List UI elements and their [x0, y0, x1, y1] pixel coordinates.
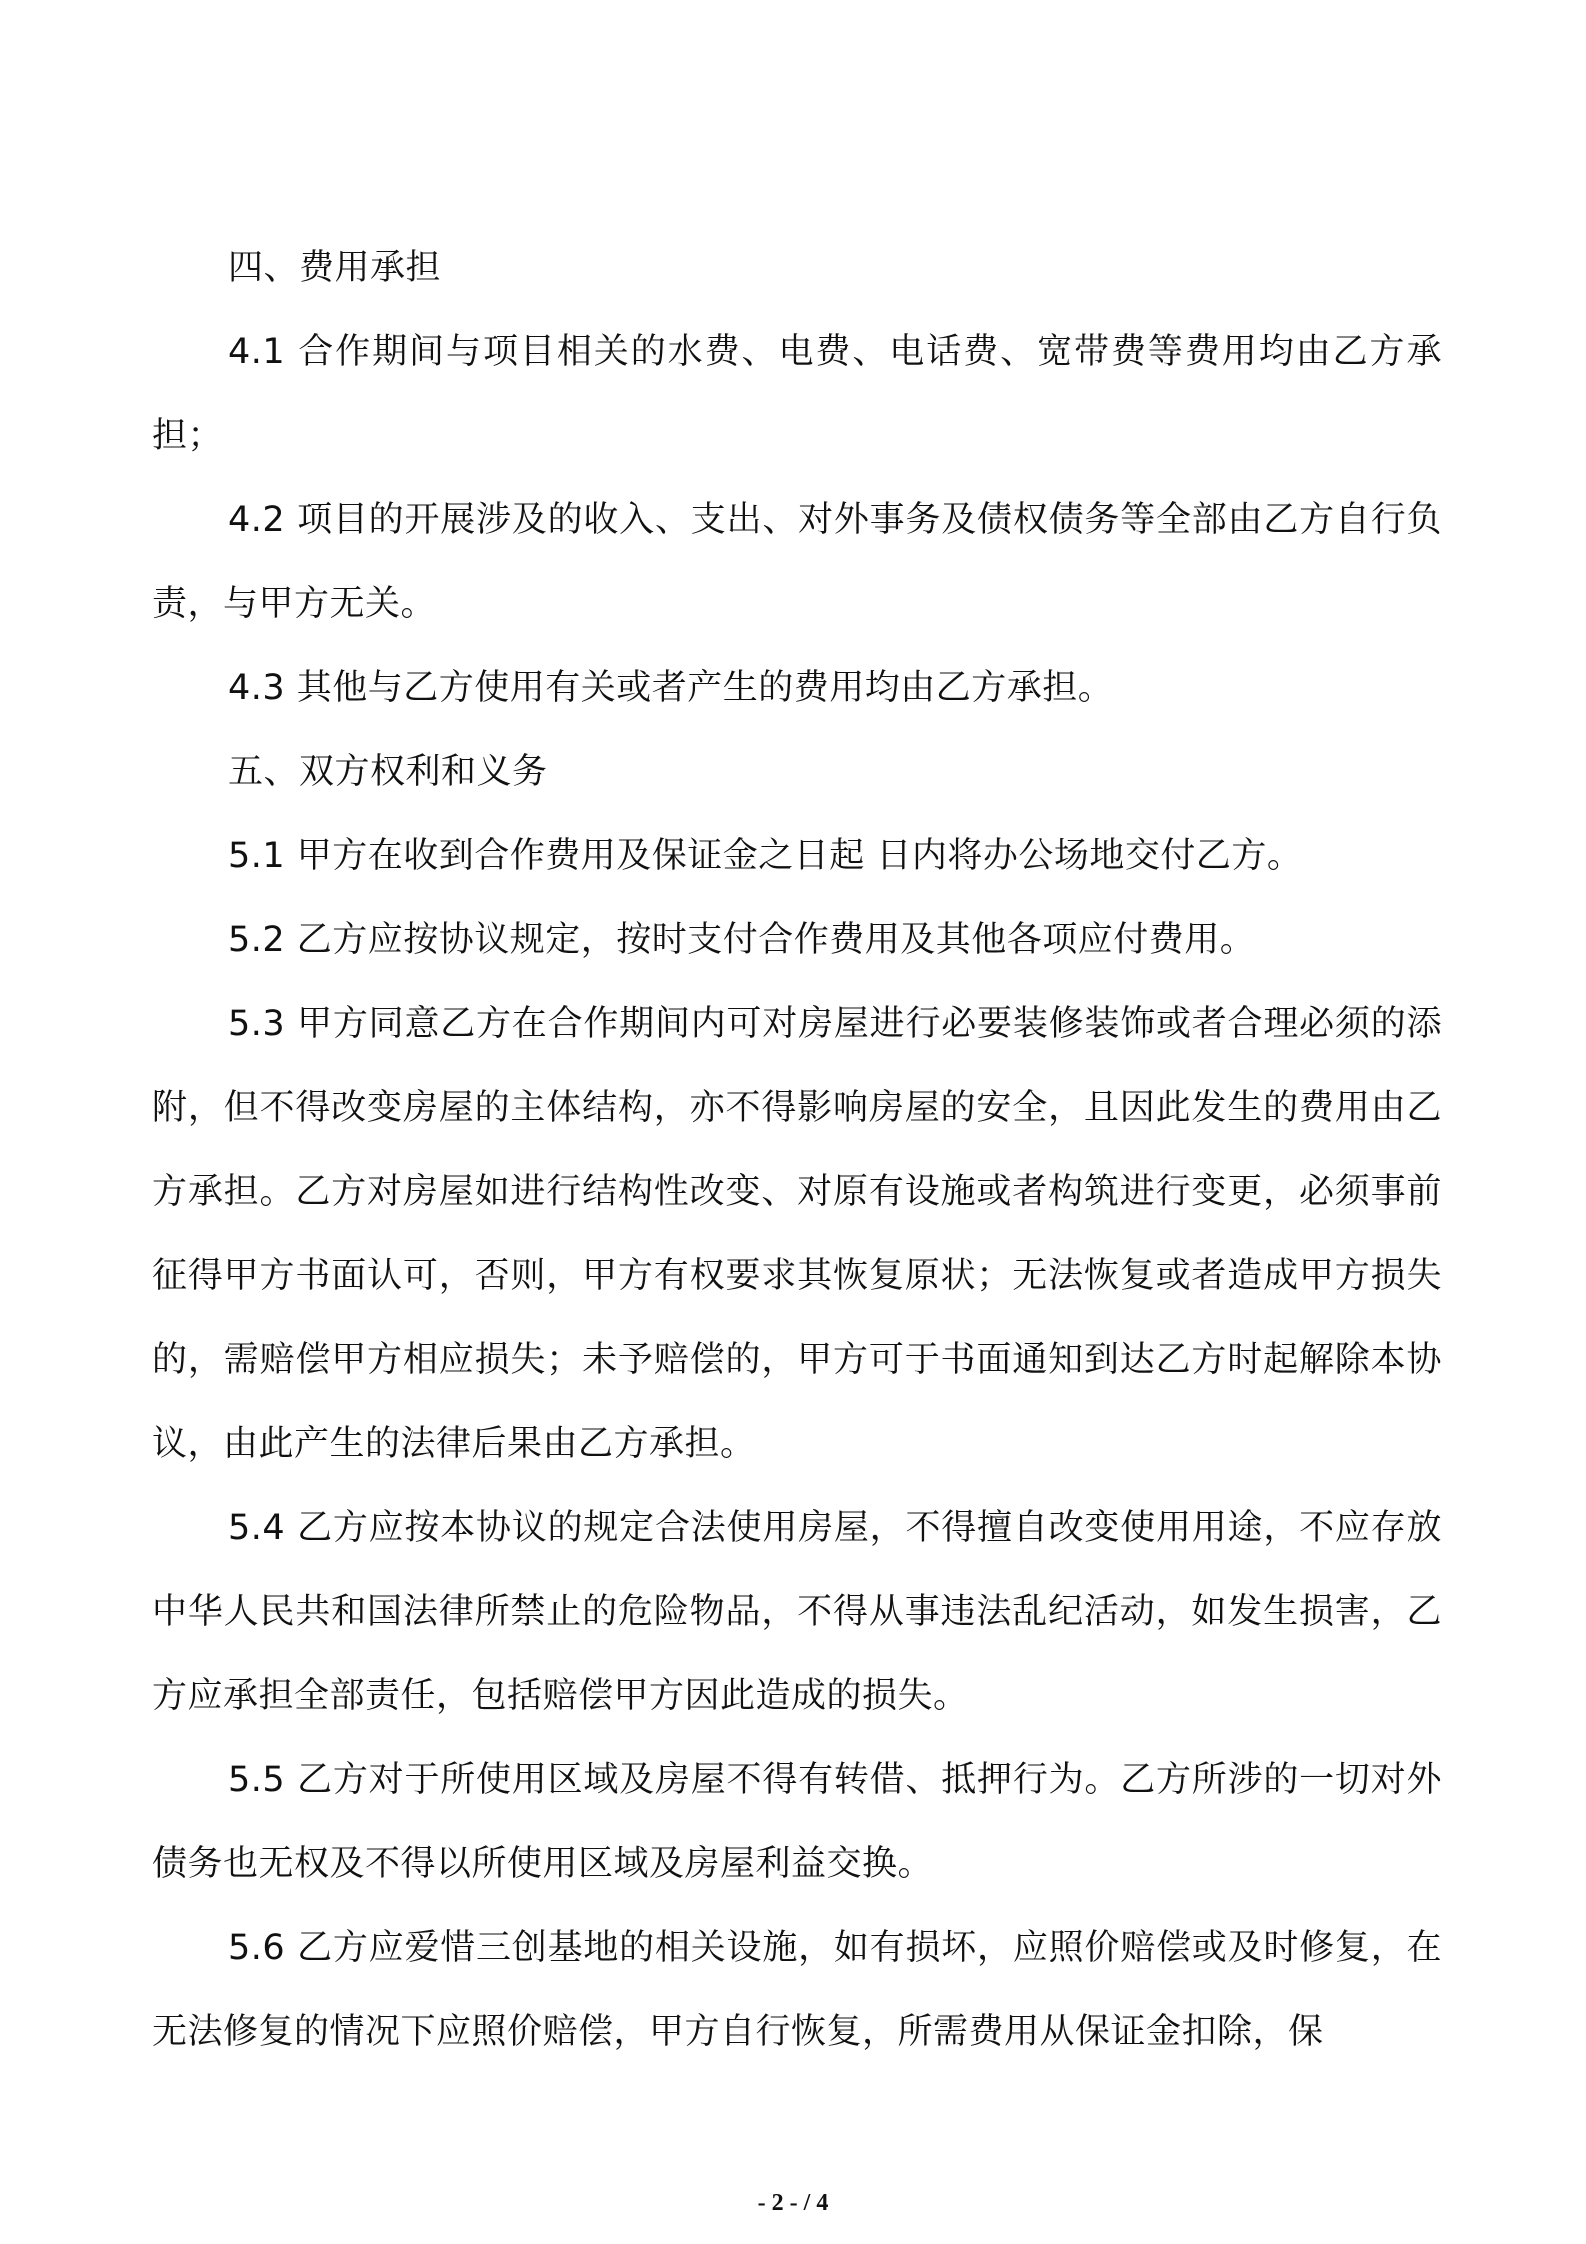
clause-5-5: 5.5 乙方对于所使用区域及房屋不得有转借、抵押行为。乙方所涉的一切对外债务也无权及不得以所使用区域及房屋利益交换。 — [152, 1760, 1442, 1884]
clause-5-1: 5.1 甲方在收到合作费用及保证金之日起 日内将办公场地交付乙方。 — [228, 836, 1303, 876]
clause-4-1: 4.1 合作期间与项目相关的水费、电费、电话费、宽带费等费用均由乙方承担； — [152, 332, 1442, 456]
section-heading-cost: 四、费用承担 — [228, 248, 442, 288]
page-number: - 2 - / 4 — [757, 2190, 829, 2216]
document-body — [152, 226, 1442, 2074]
clause-5-2: 5.2 乙方应按协议规定，按时支付合作费用及其他各项应付费用。 — [228, 920, 1256, 960]
clause-5-3: 5.3 甲方同意乙方在合作期间内可对房屋进行必要装修装饰或者合理必须的添附，但不得改变房屋的主体结构，亦不得影响房屋的安全，且因此发生的费用由乙方承担。乙方对房屋如进行结构性改变、对原有设施或者构筑进行变更，必须事前征得甲方书面认可，否则，甲方有权要求其恢复原状；无法恢复或者造成甲方损失的，需赔偿甲方相应损失；未予赔偿的，甲方可于书面通知到达乙方时起解除本协议，由此产生的法律后果由乙方承担。 — [152, 1004, 1442, 1464]
clause-5-4: 5.4 乙方应按本协议的规定合法使用房屋，不得擅自改变使用用途，不应存放中华人民共和国法律所禁止的危险物品，不得从事违法乱纪活动，如发生损害，乙方应承担全部责任，包括赔偿甲方因此造成的损失。 — [152, 1508, 1442, 1716]
clause-5-6: 5.6 乙方应爱惜三创基地的相关设施，如有损坏，应照价赔偿或及时修复，在无法修复的情况下应照价赔偿，甲方自行恢复，所需费用从保证金扣除，保 — [152, 1928, 1442, 2052]
clause-4-3: 4.3 其他与乙方使用有关或者产生的费用均由乙方承担。 — [228, 668, 1114, 708]
clause-4-2: 4.2 项目的开展涉及的收入、支出、对外事务及债权债务等全部由乙方自行负责，与甲方无关。 — [152, 500, 1442, 624]
section-heading-rights: 五、双方权利和义务 — [228, 752, 548, 792]
